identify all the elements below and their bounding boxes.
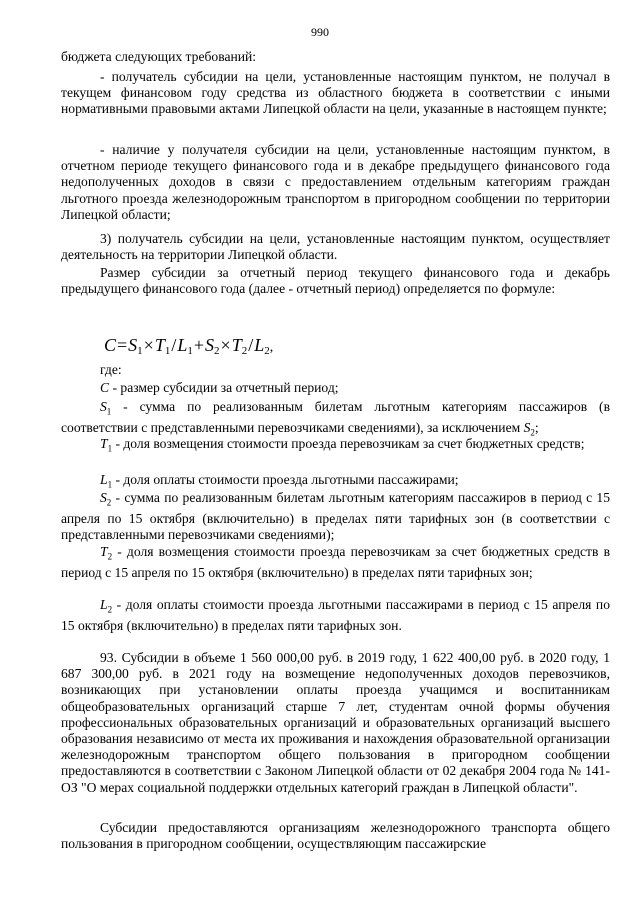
definition-t1: $T_1$ - доля возмещения стоимости проезда перевозчикам за счет бюджетных средств; bbox=[100, 436, 585, 454]
paragraph-subsidies-provided: Субсидии предоставляются организациям железнодорожного транспорта общего пользования в пригородном сообщении, осуществляющим пассажирские bbox=[61, 820, 610, 852]
subsidy-formula: $C=S_1\times T_1/L_1+S_2\times T_2/L_2$, bbox=[104, 335, 274, 357]
paragraph-requirements-intro: бюджета следующих требований: bbox=[61, 49, 257, 64]
definition-s2: $S_2$ - сумма по реализованным билетам льготным категориям пассажиров в период с 15 апреля по 15 октября (включительно) в пределах пяти тарифных зон (в соответствии с представленными перевозчиками сведениями); bbox=[61, 490, 610, 543]
paragraph-subsidy-size: Размер субсидии за отчетный период текущего финансового года и декабрь предыдущего финансового года (далее - отчетный период) определяется по формуле: bbox=[61, 265, 610, 297]
page-number: 990 bbox=[311, 25, 329, 39]
definition-t2: $T_2$ - доля возмещения стоимости проезда перевозчикам за счет бюджетных средств в период с 15 апреля по 15 октября (включительно) в пределах пяти тарифных зон; bbox=[61, 544, 610, 580]
paragraph-requirement-territory: 3) получатель субсидии на цели, установленные настоящим пунктом, осуществляет деятельность на территории Липецкой области. bbox=[61, 231, 610, 263]
paragraph-93: 93. Субсидии в объеме 1 560 000,00 руб. в 2019 году, 1 622 400,00 руб. в 2020 году, 1 687 300,00 руб. в 2021 году на возмещение недополученных доходов перевозчиков, возникающих при установлении оплаты проезда учащимся и воспитанникам общеобразовательных организаций старше 7 лет, студентам очной формы обучения профессиональных образовательных организаций и образовательных организаций высшего образования независимо от места их проживания и нахождения образовательной организации железнодорожным транспортом общего пользования в пригородном сообщении предоставляются в соответствии с Законом Липецкой области от 02 декабря 2004 года № 141-ОЗ "О мерах социальной поддержки отдельных категорий граждан в Липецкой области". bbox=[61, 650, 610, 795]
definition-l2: $L_2$ - доля оплаты стоимости проезда льготными пассажирами в период с 15 апреля по 15 октября (включительно) в пределах пяти тарифных зон. bbox=[61, 597, 610, 633]
paragraph-where: где: bbox=[100, 362, 122, 377]
definition-s1: $S_1$ - сумма по реализованным билетам льготным категориям пассажиров (в соответствии с представленными перевозчиками сведениями), за исключением $S_2$; bbox=[61, 399, 610, 438]
paragraph-requirement-lost-income: - наличие у получателя субсидии на цели, установленные настоящим пунктом, в отчетном периоде текущего финансового года и в декабре предыдущего финансового года недополученных доходов в связи с предоставлением отдельным категориям граждан льготного проезда железнодорожным транспортом в пригородном сообщении по территории Липецкой области; bbox=[61, 142, 610, 222]
definition-l1: $L_1$ - доля оплаты стоимости проезда льготными пассажирами; bbox=[100, 472, 459, 490]
paragraph-requirement-no-other-funds: - получатель субсидии на цели, установленные настоящим пунктом, не получал в текущем финансовом году средства из областного бюджета в соответствии с иными нормативными правовыми актами Липецкой области на цели, указанные в настоящем пункте; bbox=[61, 69, 610, 117]
definition-c: C - размер субсидии за отчетный период; bbox=[100, 380, 339, 395]
